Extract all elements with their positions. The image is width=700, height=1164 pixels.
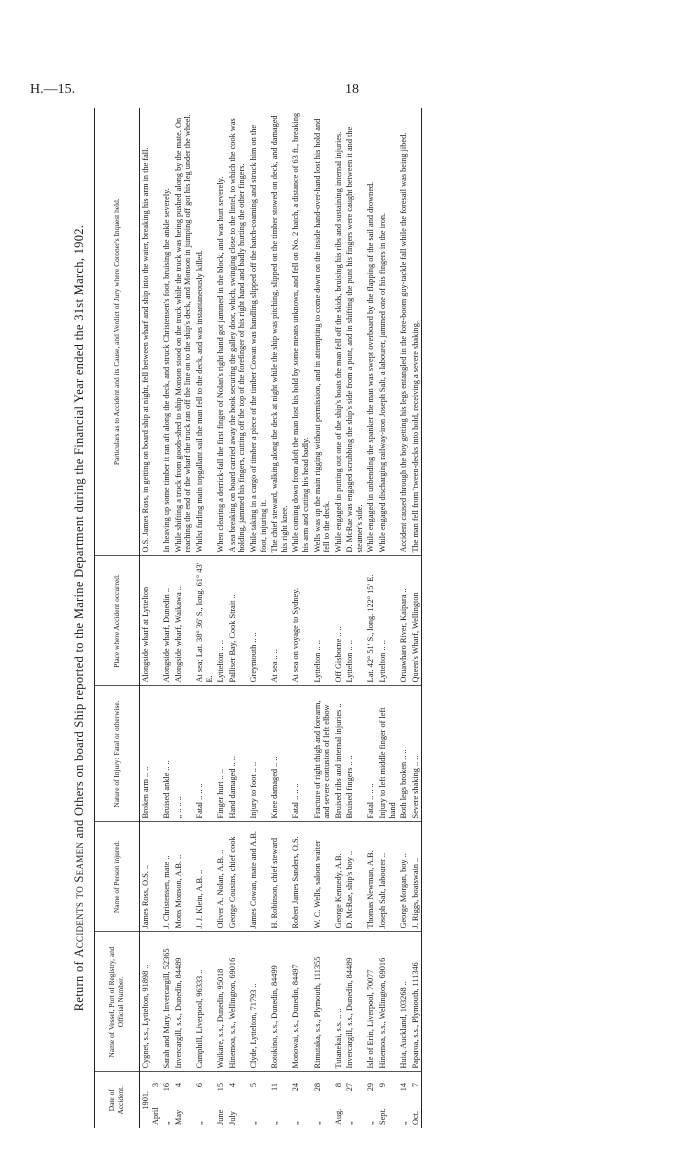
month-label: „ <box>194 1121 204 1125</box>
month-label: „ <box>291 1121 301 1125</box>
table-row <box>173 108 194 1128</box>
month-label: „ <box>312 1121 322 1125</box>
person-cell: Mons Monson, A.B. .. <box>173 822 194 932</box>
place-cell: Lyttelton .. .. <box>312 556 333 686</box>
date-cell <box>312 1072 333 1128</box>
particulars-cell: A sea breaking on board carried away the hook securing the galley door, which, swinging close to the lintel, to which the cook was holding, jammed his fingers, cutting off the top of the forefinger of his right hand and badly hurting the other fingers. <box>227 108 248 556</box>
date-cell <box>248 1072 269 1128</box>
month-label: „ <box>345 1121 355 1125</box>
place-cell: Alongside wharf at Lyttelton <box>140 556 162 686</box>
month-label: „ <box>162 1121 172 1125</box>
person-cell: George Kennedy, A.B. <box>333 822 345 932</box>
table-row <box>377 108 398 1128</box>
place-cell: Lat. 42° 51′ S., long. 122° 15′ E. <box>365 556 377 686</box>
person-cell: W. C. Wells, saloon waiter <box>312 822 333 932</box>
column-header-vessel: Name of Vessel, Port of Registry, and Official Number. <box>95 932 140 1072</box>
rotated-table-block <box>72 108 662 1128</box>
injury-cell: Both legs broken .. .. <box>398 686 410 822</box>
document-title: Return of Accidents to Seamen and Others on board Ship reported to the Marine Department during the Financial Year ended the 31st March, 1902. <box>72 224 86 1012</box>
vessel-cell: Rotokino, s.s., Dunedin, 84499 <box>269 932 290 1072</box>
place-cell: At sea on voyage to Sydney. <box>290 556 311 686</box>
day-label: 3 <box>150 1083 160 1088</box>
vessel-cell: Huia, Auckland, 103268 .. <box>398 932 410 1072</box>
table-row <box>333 108 345 1128</box>
particulars-cell: The chief steward, walking along the deck at night while the ship was pitching, slipped on the timber stowed on deck, and damaged his right knee. <box>269 108 290 556</box>
date-cell <box>410 1072 422 1128</box>
vessel-cell: Hinemoa, s.s., Wellington, 69016 <box>377 932 398 1072</box>
date-cell <box>398 1072 410 1128</box>
day-label: 24 <box>291 1083 301 1092</box>
month-label: Sept. <box>378 1108 388 1125</box>
injury-cell: Injury to left middle finger of left hand <box>377 686 398 822</box>
date-cell <box>215 1072 227 1128</box>
day-label: 4 <box>173 1083 183 1088</box>
vessel-cell: Cygnet, s.s., Lyttelton, 91898 .. <box>140 932 162 1072</box>
place-cell: Palliser Bay, Cook Strait .. <box>227 556 248 686</box>
vessel-cell: Sarah and Mary, Invercargill, 52365 <box>161 932 173 1072</box>
table-row <box>365 108 377 1128</box>
day-label: 7 <box>410 1083 420 1088</box>
place-cell: Oruawharo River, Kaipara .. <box>398 556 410 686</box>
vessel-cell: Isle of Erin, Liverpool, 70077 <box>365 932 377 1072</box>
month-label: July <box>227 1111 237 1125</box>
date-cell <box>333 1072 345 1128</box>
particulars-cell: In heaving up some timber it ran aft along the deck, and struck Christensen's foot, bruising the ankle severely. <box>161 108 173 556</box>
column-header-particulars: Particulars as to Accident and its Cause, and Verdict of Jury where Coroner's Inquest held. <box>95 108 140 556</box>
place-cell: At sea .. .. <box>269 556 290 686</box>
month-label: Aug. <box>333 1108 343 1125</box>
table-row <box>344 108 365 1128</box>
person-cell: Thomas Newman, A.B. <box>365 822 377 932</box>
page-number: 18 <box>345 82 359 97</box>
date-cell <box>269 1072 290 1128</box>
vessel-cell: Paparoa, s.s., Plymouth, 111346 <box>410 932 422 1072</box>
day-label: 14 <box>399 1083 409 1092</box>
table-row <box>194 108 215 1128</box>
particulars-cell: Whilst furling main topgallant sail the man fell to the deck, and was instantaneously killed. <box>194 108 215 556</box>
day-label: 6 <box>194 1083 204 1088</box>
injury-cell: Fracture of right thigh and forearm, and severe contusion of left elbow <box>312 686 333 822</box>
particulars-cell: O.S. James Ross, in getting on board ship at night, fell between wharf and ship into the water, breaking his arm in the fall. <box>140 108 162 556</box>
injury-cell: Severe shaking .. .. <box>410 686 422 822</box>
report-reference: H.—15. <box>30 82 76 97</box>
day-label: 29 <box>366 1083 376 1092</box>
injury-cell: Broken arm .. .. <box>140 686 162 822</box>
table-row <box>248 108 269 1128</box>
place-cell: Queen's Wharf, Wellington <box>410 556 422 686</box>
vessel-cell: Waikare, s.s., Dunedin, 95018 <box>215 932 227 1072</box>
particulars-cell: While engaged in unbending the spanker the man was swept overboard by the flapping of the sail and drowned. <box>365 108 377 556</box>
place-cell: At sea; Lat. 38° 36′ S., long. 61° 43′ E. <box>194 556 215 686</box>
date-cell <box>227 1072 248 1128</box>
table-row <box>227 108 248 1128</box>
day-label: 15 <box>216 1083 226 1092</box>
day-label: 11 <box>270 1083 280 1091</box>
table-row <box>215 108 227 1128</box>
particulars-cell: When clearing a derrick-fall the first finger of Nolan's right hand got jammed in the block, and was hurt severely. <box>215 108 227 556</box>
month-label: „ <box>399 1121 409 1125</box>
vessel-cell: Rimutaka, s.s., Plymouth, 111355 <box>312 932 333 1072</box>
day-label: 4 <box>227 1083 237 1088</box>
date-cell <box>377 1072 398 1128</box>
table-row <box>290 108 311 1128</box>
particulars-cell: While coming down from aloft the man lost his hold by some means unknown, and fell on No. 2 hatch, a distance of 63 ft., breaking his arm and cutting his head badly. <box>290 108 311 556</box>
table-row <box>398 108 410 1128</box>
column-header-date: Date of Accident. <box>95 1072 140 1128</box>
table-row <box>161 108 173 1128</box>
date-cell <box>173 1072 194 1128</box>
place-cell: Lyttelton .. .. <box>344 556 365 686</box>
injury-cell: Bruised ankle .. .. <box>161 686 173 822</box>
injury-cell: „ .. .. .. <box>173 686 194 822</box>
person-cell: J. Christensen, mate .. <box>161 822 173 932</box>
month-label: „ <box>248 1121 258 1125</box>
date-cell <box>290 1072 311 1128</box>
place-cell: Lyttelton .. .. <box>215 556 227 686</box>
month-label: April <box>150 1107 160 1125</box>
person-cell: J. Riggs, boatswain .. <box>410 822 422 932</box>
particulars-cell: Wells was up the main rigging without permission, and in attempting to come down on the inside hand-over-hand lost his hold and fell to the deck. <box>312 108 333 556</box>
person-cell: Oliver A. Nolan, A.B. .. <box>215 822 227 932</box>
injury-cell: Fatal .. .. .. <box>290 686 311 822</box>
date-cell <box>194 1072 215 1128</box>
date-cell <box>344 1072 365 1128</box>
place-cell: Off Gisborne .. .. <box>333 556 345 686</box>
person-cell: H. Robinson, chief steward <box>269 822 290 932</box>
accident-returns-table <box>94 108 422 1128</box>
month-label: Oct. <box>410 1110 420 1125</box>
day-label: 27 <box>345 1083 355 1092</box>
column-header-injury: Nature of Injury: Fatal or otherwise. <box>95 686 140 822</box>
vessel-cell: Camphill, Liverpool, 96333 .. <box>194 932 215 1072</box>
person-cell: D. McRae, ship's boy .. <box>344 822 365 932</box>
place-cell: Greymouth .. .. <box>248 556 269 686</box>
date-cell <box>140 1072 162 1128</box>
vessel-cell: Invercargill, s.s., Dunedin, 84489 <box>173 932 194 1072</box>
day-label: 28 <box>312 1083 322 1092</box>
particulars-cell: The man fell from 'tween-decks into hold, receiving a severe shaking. <box>410 108 422 556</box>
date-cell <box>161 1072 173 1128</box>
injury-cell: Hand damaged .. .. <box>227 686 248 822</box>
vessel-cell: Monowai, s.s., Dunedin, 84497 <box>290 932 311 1072</box>
particulars-cell: While shifting a truck from goods-shed to ship Monson stood on the truck while the truck was being pushed along by the mate. On reaching the end of the wharf the truck ran off the line on to the ship's deck, and Monson in jumping off got his leg under the wheel. <box>173 108 194 556</box>
column-header-place: Place where Accident occurred. <box>95 556 140 686</box>
day-label: 8 <box>333 1083 343 1088</box>
month-label: May <box>173 1109 183 1125</box>
place-cell: Lyttelton .. .. <box>377 556 398 686</box>
injury-cell: Bruised ribs and internal injuries .. <box>333 686 345 822</box>
table-row <box>312 108 333 1128</box>
day-label: 9 <box>378 1083 388 1088</box>
person-cell: James Cowan, mate and A.B. <box>248 822 269 932</box>
vessel-cell: Hinemoa, s.s., Wellington, 69016 <box>227 932 248 1072</box>
person-cell: Robert James Sanders, O.S. <box>290 822 311 932</box>
year-label: 1901. <box>141 1090 150 1110</box>
particulars-cell: Accident caused through the boy getting his legs entangled in the fore-boom guy-tackle fall while the foresail was being jibed. <box>398 108 410 556</box>
person-cell: James Ross, O.S. .. <box>140 822 162 932</box>
date-cell <box>365 1072 377 1128</box>
injury-cell: Injury to foot .. .. <box>248 686 269 822</box>
table-row <box>140 108 162 1128</box>
injury-cell: Fatal .. .. .. <box>365 686 377 822</box>
place-cell: Alongside wharf, Waikawa .. <box>173 556 194 686</box>
vessel-cell: Clyde, Lyttelton, 71793 .. <box>248 932 269 1072</box>
place-cell: Alongside wharf, Dunedin .. <box>161 556 173 686</box>
person-cell: George Cousins, chief cook <box>227 822 248 932</box>
month-label: „ <box>270 1121 280 1125</box>
day-label: 16 <box>162 1083 172 1092</box>
month-label: June <box>216 1109 226 1125</box>
vessel-cell: Tutanekai, s.s. .. .. <box>333 932 345 1072</box>
person-cell: Joseph Salt, labourer .. <box>377 822 398 932</box>
particulars-cell: While taking in a cargo of timber a piece of the timber Cowan was handling slipped off the hatch-coaming and struck him on the foot, injuring it. <box>248 108 269 556</box>
person-cell: George Morgan, boy .. <box>398 822 410 932</box>
injury-cell: Bruised fingers .. .. <box>344 686 365 822</box>
particulars-cell: D. McRae was engaged scrubbing the ship's side from a punt, and in shifting the punt his fingers were caught between it and the steamer's side. <box>344 108 365 556</box>
injury-cell: Knee damaged .. .. <box>269 686 290 822</box>
particulars-cell: While engaged in putting out one of the ship's boats the man fell off the skids, bruising his ribs and sustaining internal injuries. <box>333 108 345 556</box>
table-row <box>410 108 422 1128</box>
table-header-row <box>95 108 140 1128</box>
table-row <box>269 108 290 1128</box>
column-header-person: Name of Person injured. <box>95 822 140 932</box>
page-header <box>30 74 670 104</box>
vessel-cell: Invercargill, s.s., Dunedin, 84489 <box>344 932 365 1072</box>
injury-cell: Finger hurt .. .. <box>215 686 227 822</box>
particulars-cell: While engaged discharging railway-iron Joseph Salt, a labourer, jammed one of his fingers in the iron. <box>377 108 398 556</box>
injury-cell: Fatal .. .. .. <box>194 686 215 822</box>
person-cell: J. J. Klein, A.B. .. <box>194 822 215 932</box>
day-label: 5 <box>248 1083 258 1088</box>
month-label: „ <box>366 1121 376 1125</box>
